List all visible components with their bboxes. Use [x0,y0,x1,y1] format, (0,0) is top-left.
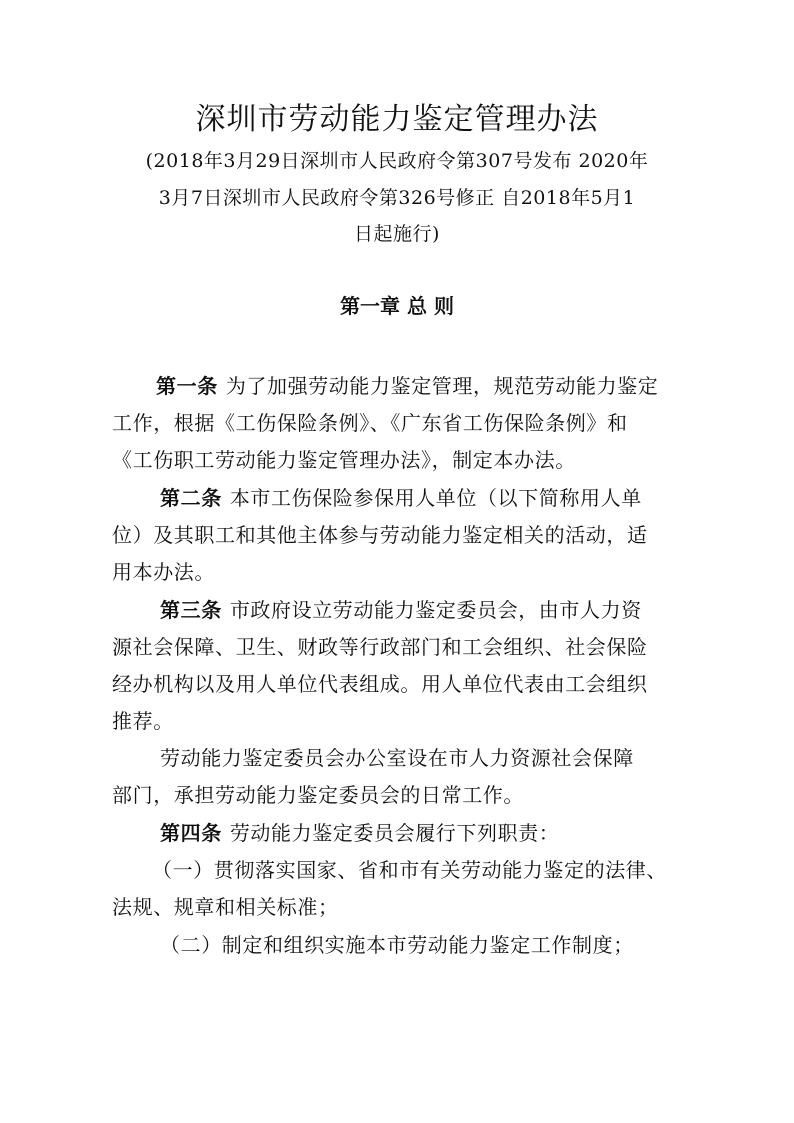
article-2-label: 第二条 [160,486,222,510]
subtitle-line-3: 日起施行) [354,223,440,245]
article-3-line-4: 推荐。 [112,709,174,733]
subtitle-line-2: 3月7日深圳市人民政府令第326号修正 自2018年5月1 [158,187,636,209]
article-4-item-1-line-2: 法规、规章和相关标准； [112,895,339,919]
article-3-text-1: 市政府设立劳动能力鉴定委员会，由市人力资 [229,598,642,622]
article-2-text-1: 本市工伤保险参保用人单位（以下简称用人单 [229,486,642,510]
chapter-heading: 第一章 总 则 [340,294,454,318]
document-title: 深圳市劳动能力鉴定管理办法 [195,102,599,137]
article-4-label: 第四条 [160,821,222,845]
article-2-line-3: 用本办法。 [112,560,215,584]
article-1-line-2: 工作，根据《工伤保险条例》、《广东省工伤保险条例》和 [112,411,628,435]
article-4-line-1 [112,817,684,846]
article-4-text-1: 劳动能力鉴定委员会履行下列职责： [229,821,560,845]
article-4-item-1-line-1: （一）贯彻落实国家、省和市有关劳动能力鉴定的法律、 [152,858,667,882]
article-3-para-2-line-1: 劳动能力鉴定委员会办公室设在市人力资源社会保障 [160,746,634,770]
article-2-line-2: 位）及其职工和其他主体参与劳动能力鉴定相关的活动，适 [112,523,648,547]
subtitle-line-1: (2018年3月29日深圳市人民政府令第307号发布 2020年 [145,150,649,172]
article-2-line-1 [112,482,684,511]
article-4-item-2-line-1: （二）制定和组织实施本市劳动能力鉴定工作制度； [160,933,634,957]
article-3-line-3: 经办机构以及用人单位代表组成。用人单位代表由工会组织 [112,672,648,696]
article-1-line-3: 《工伤职工劳动能力鉴定管理办法》，制定本办法。 [112,448,576,472]
article-1-line-1 [112,370,684,399]
article-3-para-2-line-2: 部门，承担劳动能力鉴定委员会的日常工作。 [112,783,524,807]
article-1-text-1: 为了加强劳动能力鉴定管理，规范劳动能力鉴定 [225,374,659,398]
article-3-label: 第三条 [160,598,222,622]
article-3-line-2: 源社会保障、卫生、财政等行政部门和工会组织、社会保险 [112,635,648,659]
article-1-label: 第一条 [156,374,218,398]
article-3-line-1 [112,594,684,623]
